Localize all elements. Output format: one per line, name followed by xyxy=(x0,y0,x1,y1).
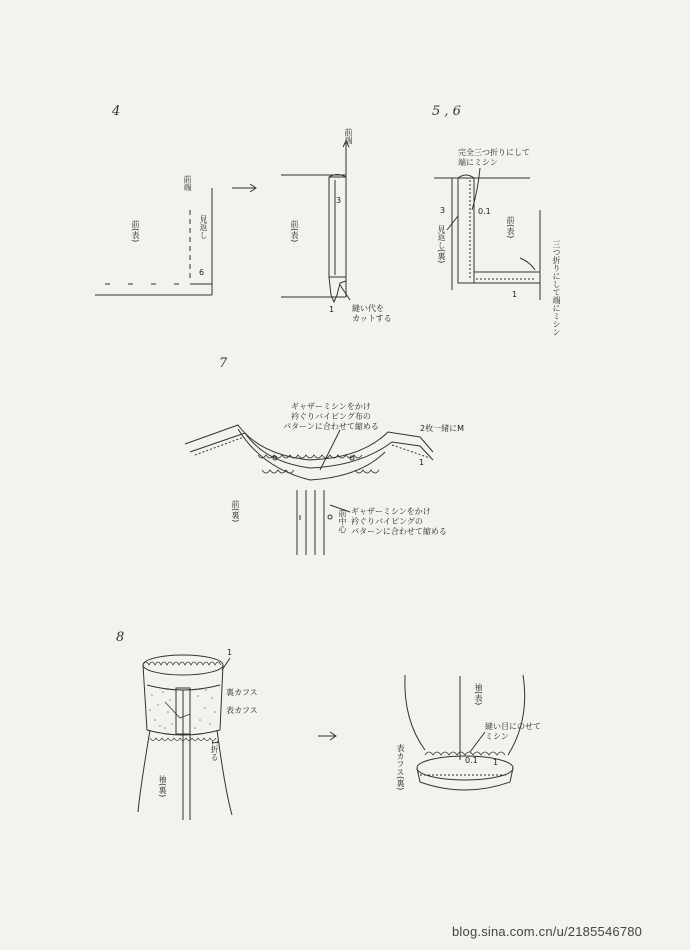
step-number-7: 7 xyxy=(219,356,228,371)
step-number-8: 8 xyxy=(116,630,125,645)
step8-left-cuff xyxy=(138,655,232,820)
label-cuff-face-back: 表カフス(裏) xyxy=(396,744,405,791)
label-cuff-back: 裏カフス xyxy=(226,688,258,697)
step8-arrow xyxy=(318,732,336,740)
step-number-4: 4 xyxy=(112,104,121,119)
measure-1b: 1 xyxy=(512,290,518,299)
label-facing-back: 見返し(裏) xyxy=(437,225,446,264)
step4-left-panel xyxy=(95,188,212,295)
gather-note-bottom: ギャザーミシンをかけ 衿ぐりバイピングの パターンに合わせて縮める xyxy=(351,507,447,536)
label-cuff-face: 表カフス xyxy=(226,706,258,715)
label-facing: 見返し xyxy=(199,215,208,239)
label-fold-1: 1折る xyxy=(210,740,219,762)
blog-watermark: blog.sina.com.cn/u/2185546780 xyxy=(452,924,643,939)
measure-1c: 1 xyxy=(419,458,425,467)
two-together-note: 2枚一緒にM xyxy=(420,424,464,433)
step-number-5-6: 5 , 6 xyxy=(432,104,461,119)
label-front-back: 前(裏) xyxy=(231,500,240,523)
label-front-end-arrow: 前端 xyxy=(344,128,353,144)
label-front-face-2: 前(表) xyxy=(290,220,299,243)
measure-0-1b: 0.1 xyxy=(465,756,478,765)
label-front-face-3: 前(表) xyxy=(506,216,515,239)
step56-panel xyxy=(434,168,540,300)
fold-three-note: 完全三つ折りにして 端にミシン xyxy=(458,148,530,167)
measure-3b: 3 xyxy=(440,206,446,215)
label-front-face: 前(表) xyxy=(131,220,140,243)
measure-0-1: 0.1 xyxy=(478,207,491,216)
seam-stitch-note: 縫い目にのせて ミシン xyxy=(485,722,541,741)
measure-1e: 1 xyxy=(493,758,499,767)
measure-6: 6 xyxy=(199,268,205,277)
label-sleeve-face: 袖(表) xyxy=(474,683,483,706)
label-front-edge: 前端 xyxy=(183,175,192,191)
label-sleeve-back: 袖(裏) xyxy=(158,775,167,798)
gather-note-top: ギャザーミシンをかけ 衿ぐりバイピング布の パターンに合わせて縮める xyxy=(283,402,379,431)
measure-1d: 1 xyxy=(227,648,233,657)
cut-seam-allowance-note: 縫い代を カットする xyxy=(352,304,392,323)
fold-three-note-2: 三つ折りにして端にミシン xyxy=(552,240,561,336)
label-center-front: 前中心 xyxy=(338,509,347,533)
measure-1: 1 xyxy=(329,305,335,314)
measure-3: 3 xyxy=(336,196,342,205)
step4-arrow xyxy=(232,184,256,192)
